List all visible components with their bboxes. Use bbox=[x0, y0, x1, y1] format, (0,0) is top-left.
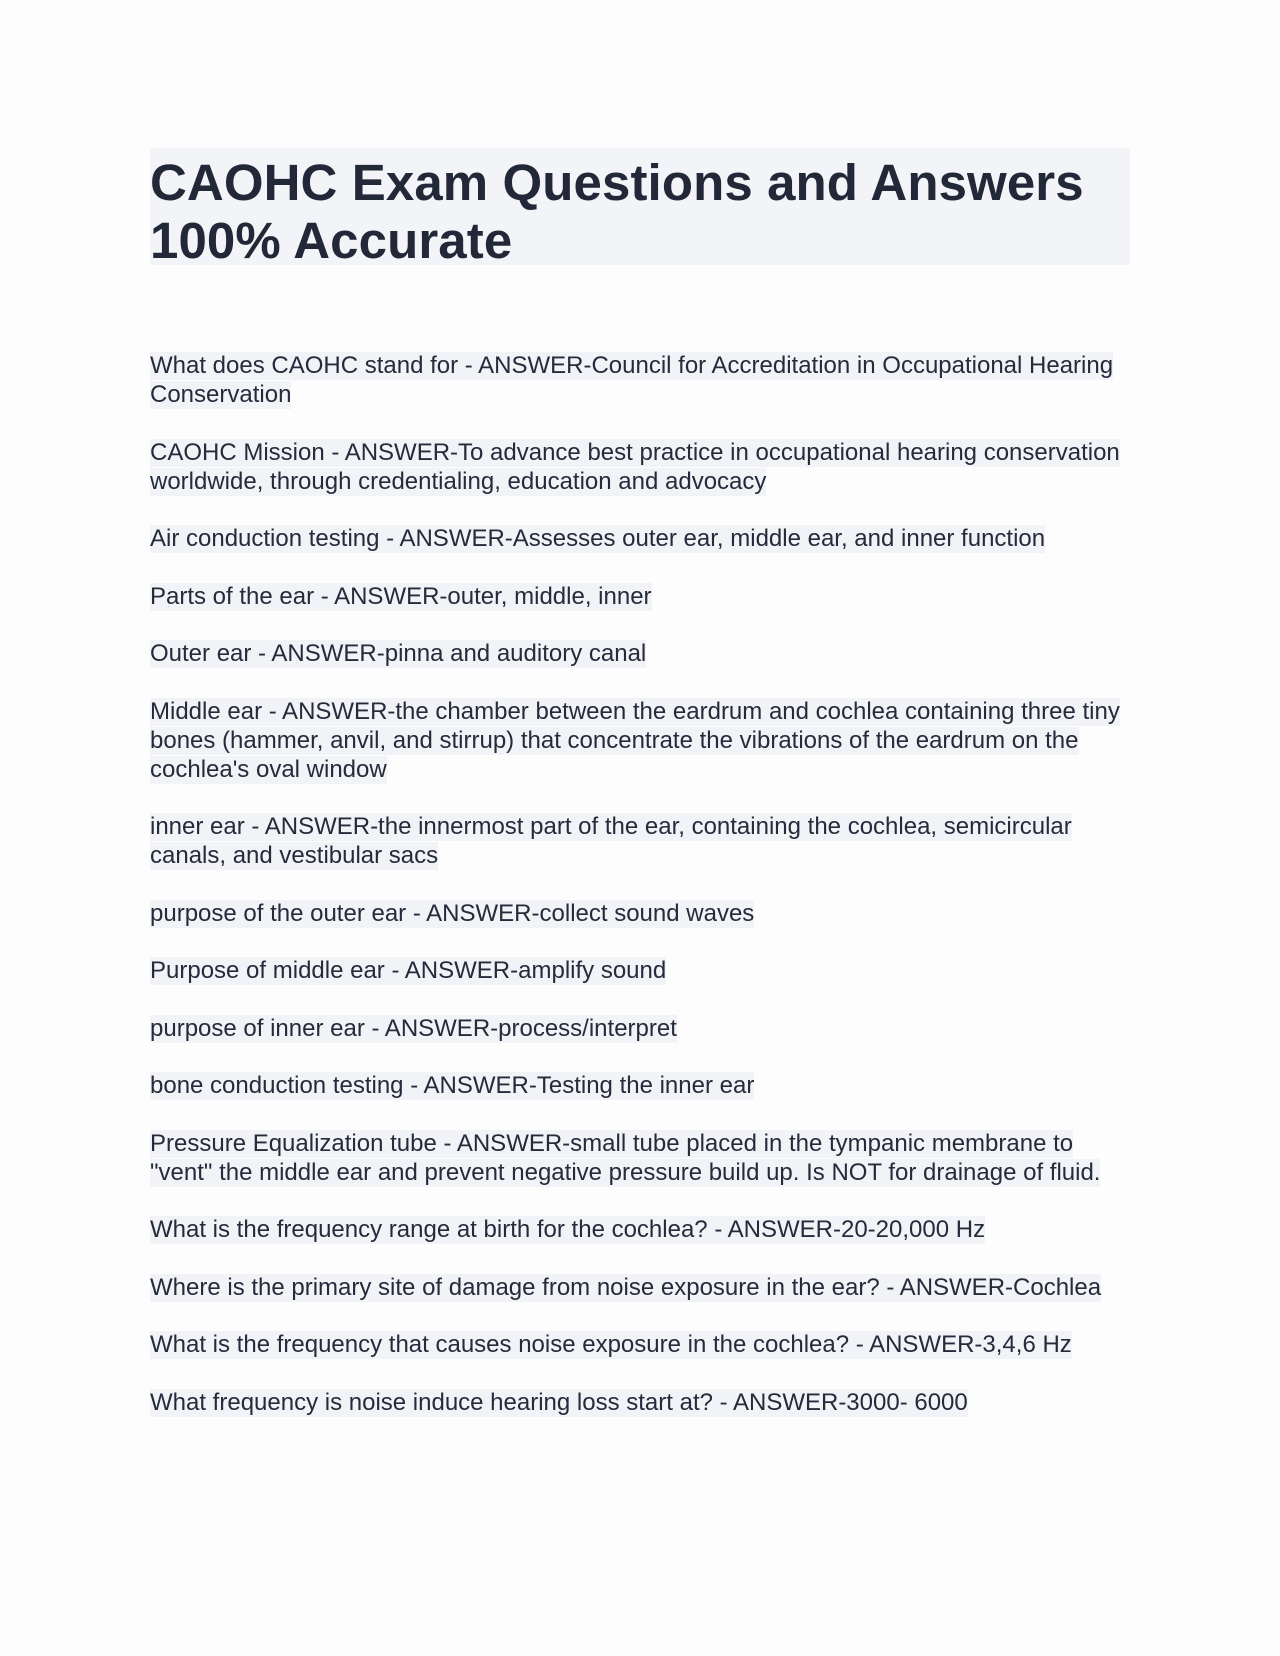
qa-item-text: purpose of the outer ear - ANSWER-collect sound waves bbox=[150, 899, 755, 927]
qa-item bbox=[150, 1330, 1130, 1359]
qa-item bbox=[150, 1129, 1130, 1187]
qa-item bbox=[150, 956, 1130, 985]
qa-item bbox=[150, 1388, 1130, 1417]
qa-item-text: What is the frequency range at birth for the cochlea? - ANSWER-20-20,000 Hz bbox=[150, 1216, 986, 1243]
qa-item bbox=[150, 438, 1130, 496]
qa-item-text: What is the frequency that causes noise exposure in the cochlea? - ANSWER-3,4,6 Hz bbox=[150, 1331, 1072, 1358]
qa-item bbox=[150, 697, 1130, 784]
qa-item-text: What frequency is noise induce hearing loss start at? - ANSWER-3000- 6000 bbox=[150, 1388, 968, 1416]
qa-item bbox=[150, 1273, 1130, 1302]
qa-item-text: Parts of the ear - ANSWER-outer, middle, inner bbox=[150, 582, 652, 610]
qa-item-text: Outer ear - ANSWER-pinna and auditory canal bbox=[150, 640, 647, 667]
qa-item bbox=[150, 1071, 1130, 1100]
qa-item-text: Middle ear - ANSWER-the chamber between the eardrum and cochlea containing three tiny bones (hammer, anvil, and stirrup) that concentrate the vibrations of the eardrum on the cochlea's oval window bbox=[150, 697, 1120, 783]
qa-item-text: purpose of inner ear - ANSWER-process/interpret bbox=[150, 1014, 677, 1042]
qa-item-text: Air conduction testing - ANSWER-Assesses outer ear, middle ear, and inner function bbox=[150, 525, 1046, 552]
qa-item bbox=[150, 1215, 1130, 1244]
qa-item-text: Purpose of middle ear - ANSWER-amplify sound bbox=[150, 957, 667, 984]
qa-item-text: What does CAOHC stand for - ANSWER-Council for Accreditation in Occupational Hearing Conservation bbox=[150, 352, 1114, 408]
qa-item-text: Pressure Equalization tube - ANSWER-small tube placed in the tympanic membrane to "vent" the middle ear and prevent negative pressure build up. Is NOT for drainage of fluid. bbox=[150, 1129, 1101, 1186]
qa-item-text: bone conduction testing - ANSWER-Testing the inner ear bbox=[150, 1072, 755, 1099]
qa-item bbox=[150, 582, 1130, 611]
qa-item bbox=[150, 812, 1130, 870]
qa-item-text: CAOHC Mission - ANSWER-To advance best practice in occupational hearing conservation worldwide, through credentialing, education and advocacy bbox=[150, 438, 1120, 495]
qa-item-text: Where is the primary site of damage from noise exposure in the ear? - ANSWER-Cochlea bbox=[150, 1273, 1102, 1301]
qa-item bbox=[150, 899, 1130, 928]
qa-item bbox=[150, 351, 1130, 409]
qa-item bbox=[150, 524, 1130, 553]
qa-item bbox=[150, 1014, 1130, 1043]
qa-list bbox=[150, 351, 1130, 1445]
page-title: CAOHC Exam Questions and Answers 100% Accurate bbox=[150, 154, 1084, 269]
title-block bbox=[150, 148, 1130, 269]
qa-item bbox=[150, 639, 1130, 668]
qa-item-text: inner ear - ANSWER-the innermost part of the ear, containing the cochlea, semicircular canals, and vestibular sacs bbox=[150, 813, 1072, 869]
